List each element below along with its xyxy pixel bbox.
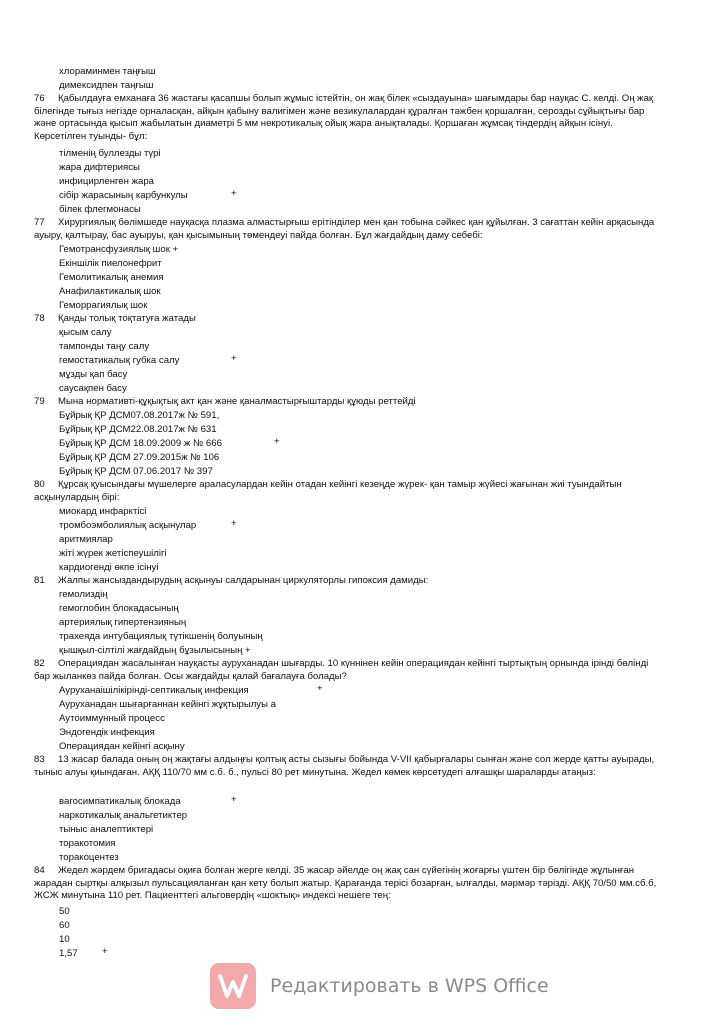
option: 50 [59, 906, 70, 917]
option: қысым салу [59, 327, 112, 338]
option: артериялық гипертензияның [59, 617, 187, 628]
option: Гемолитикалық анемия [59, 272, 164, 283]
option: трахеяда интубациялық түтікшенің болуының [59, 631, 263, 642]
wps-edit-button[interactable] [210, 963, 550, 1009]
option: қышқыл-сілтілі жағдайдың бұзылысының + [59, 645, 251, 656]
option: торакоцентез [59, 852, 119, 863]
option: торакотомия [59, 838, 116, 849]
correct-mark: + [231, 353, 237, 364]
correct-mark: + [317, 683, 323, 694]
option: Бұйрық ҚР ДСМ 27.09.2015ж № 106 [59, 452, 220, 463]
option: 10 [59, 934, 70, 945]
question-80 [34, 479, 662, 504]
question-number: 83 [34, 754, 45, 765]
question-text: Жалпы жансыздандырудың асқынуы салдарынан циркуляторлы гипоксия дамиды: [58, 575, 429, 586]
correct-mark: + [231, 518, 237, 529]
option: димексидпен таңғыш [59, 80, 154, 91]
question-83 [34, 754, 662, 779]
option: наркотикалық анальгетиктер [59, 810, 188, 821]
question-79 [34, 396, 662, 409]
question-number: 80 [34, 479, 45, 490]
option: гемолиздің [59, 589, 108, 600]
option: Гемотрансфузиялық шок + [59, 244, 179, 255]
wps-logo-icon [210, 963, 256, 1009]
option: Операциядан кейінгі асқыну [59, 741, 185, 752]
option: жара дифтериясы [59, 162, 140, 173]
option: гемостатикалық губка салу [59, 355, 180, 366]
question-number: 78 [34, 313, 45, 324]
question-text: Мына нормативті-құқықтық акт қан және қаналмастырғыштарды құюды реттейді [58, 396, 416, 407]
option: Екіншілік пиелонефрит [59, 258, 162, 269]
option: сібір жарасының карбункулы [59, 190, 188, 201]
question-78 [34, 313, 662, 326]
option: білек флегмонасы [59, 204, 141, 215]
option: тампонды таңу салу [59, 341, 150, 352]
question-number: 79 [34, 396, 45, 407]
question-82 [34, 658, 662, 683]
question-84 [34, 865, 662, 903]
option: тілменің буллезды түрі [59, 148, 161, 159]
wps-edit-label: Редактировать в WPS Office [270, 975, 549, 997]
question-text: Қанды толық тоқтатуға жатады [58, 313, 196, 324]
option: хлораминмен таңғыш [59, 66, 156, 77]
question-number: 82 [34, 658, 45, 669]
option: тыныс аналептиктері [59, 824, 154, 835]
correct-mark: + [274, 436, 280, 447]
option: инфицирленген жара [59, 176, 155, 187]
option: Ауруханаішілікірінді-септикалық инфекция [59, 685, 249, 696]
question-77 [34, 217, 662, 242]
option: тромбоэмболиялық асқынулар [59, 520, 197, 531]
question-number: 76 [34, 93, 45, 104]
option: Бұйрық ҚР ДСМ22.08.2017ж № 631 [59, 424, 217, 435]
option: мұзды қап басу [59, 369, 128, 380]
option: 1,57 [59, 948, 78, 959]
question-number: 81 [34, 575, 45, 586]
option: миокард инфарктісі [59, 506, 147, 517]
option: 60 [59, 920, 70, 931]
option: Бұйрық ҚР ДСМ 07.06.2017 № 397 [59, 466, 213, 477]
option: Ауруханадан шығарғаннан кейінгі жұқтырылуы а [59, 699, 277, 710]
question-text: Жедел жәрдем бригадасы оқиға болған жерге келді. 35 жасар әйелде оң жақ сан сүйегінің жоғарғы үштен бір бөлігінде жұлынған жарадан сыртқы алқызыл пульсацияланған қан кету болып жатыр. Қарағанда терісі бозарған, ылғалды, мәрмәр тәрізді. АҚҚ 70/50 мм.сб.б, ЖСЖ минутына 110 рет. Пациенттегі альговердің «шоктық» индексі нешеге тең: [34, 865, 657, 902]
option: жіті жүрек жетіспеушілігі [59, 548, 167, 559]
correct-mark: + [231, 794, 237, 805]
option: аритмиялар [59, 534, 113, 545]
option: вагосимпатикалық блокада [59, 796, 181, 807]
option: Анафилактикалық шок [59, 286, 161, 297]
question-81 [34, 575, 662, 588]
question-text: Қабылдауға емханаға 36 жастағы қасапшы болып жұмыс істейтін, он жақ білек «сыздауына» шағымдары бар науқас С. келді. Оң жақ білегінде тығыз негізде орналасқан, айқын қабыну валигімен және везикулалардан құралған тәжбен қоршалған, серозды сұйықтығы бар және ортасында қысып жабылатын диаметрі 5 мм некротикалық ойық жара анықталады. Қоршаған жұмсақ тіндердің айқын ісінуі. Көрсетілген туынды- бұл: [34, 93, 654, 142]
correct-mark: + [231, 188, 237, 199]
option: Бұйрық ҚР ДСМ 18.09.2009 ж № 666 [59, 438, 222, 449]
option: саусақпен басу [59, 383, 127, 394]
option: Бұйрық ҚР ДСМ07.08.2017ж № 591, [59, 410, 220, 421]
question-text: Хирургиялық бөлімшеде науқасқа плазма алмастырғыш ерітінділер мен қан тобына сәйкес қан құйылған. 3 сағаттан кейін арқасында ауыру, қалтырау, бас ауыруы, қан қысымының төмендеуі пайда болған. Бұл жағдайдың даму себебі: [34, 217, 655, 241]
option: гемоглобин блокадасының [59, 603, 179, 614]
question-number: 84 [34, 865, 45, 876]
option: кардиогенді өкпе ісінуі [59, 562, 159, 573]
option: Эндогендік инфекция [59, 727, 155, 738]
question-number: 77 [34, 217, 45, 228]
question-text: Операциядан жасалынған науқасты ауруханадан шығарды. 10 күннінен кейін операциядан кейінгі тыртықтың орнында ірінді бөлінді бар жыланкөз пайда болған. Осы жағдайды қалай бағалауға болады? [34, 658, 649, 682]
option: Геморрагиялық шок [59, 300, 148, 311]
question-76 [34, 93, 662, 143]
correct-mark: + [102, 946, 108, 957]
option: Аутоиммунный процесс [59, 713, 165, 724]
question-text: 13 жасар балада оның оң жақтағы алдыңғы қолтық асты сызығы бойында V-VII қабырғалары сынған және сол жерде қатты ауырады, тыныс алуы қиындаған. АҚҚ 110/70 мм с.б. б., пульсі 80 рет минутына. Жедел көмек көрсетудегі алғашқы шараларды атаңыз: [34, 754, 655, 778]
question-text: Құрсақ қуысындағы мүшелерге араласулардан кейін отадан кейінгі кезеңде жүрек- қан тамыр жүйесі жағынан жиі туындайтын асқынулардың бірі: [34, 479, 622, 503]
